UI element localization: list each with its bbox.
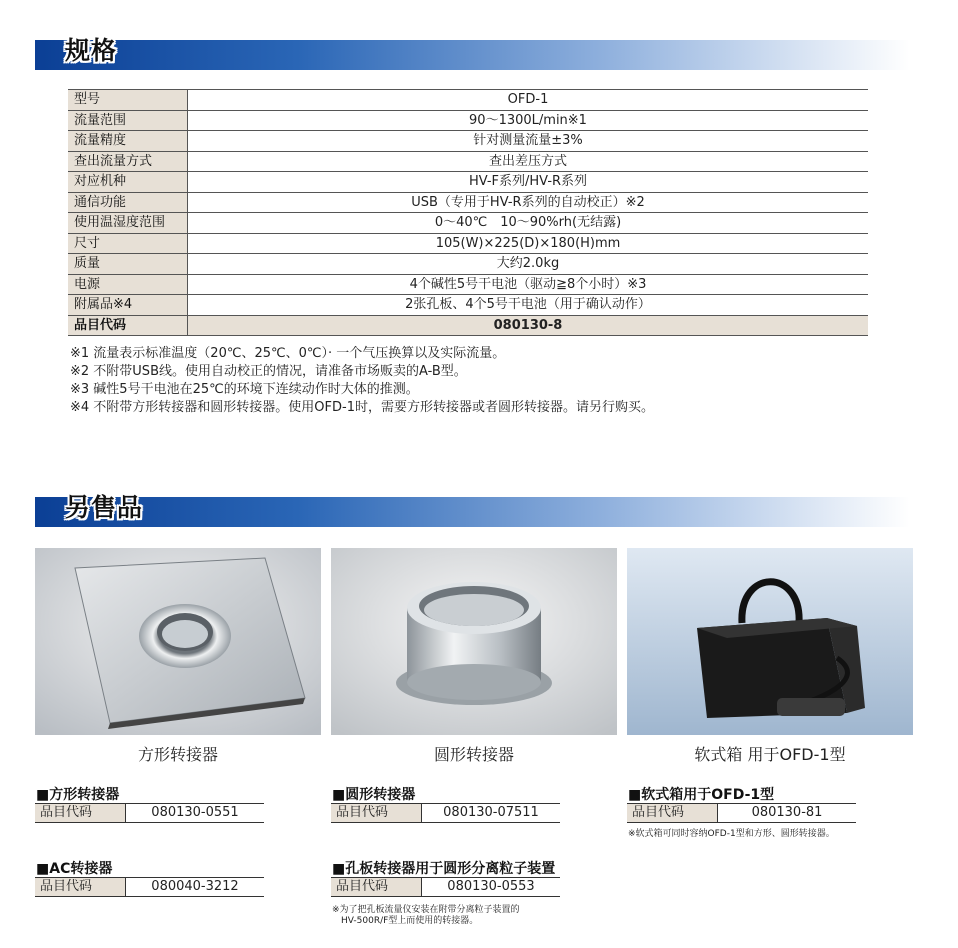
spec-label: 品目代码: [68, 315, 188, 336]
orifice-adapter-note: [332, 905, 520, 927]
round-adapter-photo: [331, 548, 617, 735]
orifice-adapter-title: ■孔板转接器用于圆形分离粒子装置: [332, 861, 556, 877]
spec-label: 对应机种: [68, 172, 188, 193]
code-label: 品目代码: [35, 804, 126, 823]
code-label: 品目代码: [331, 804, 422, 823]
spec-label: 附属品※4: [68, 295, 188, 316]
square-adapter-photo: [35, 548, 321, 735]
soft-case-title: ■软式箱用于OFD-1型: [628, 787, 775, 803]
spec-row: [68, 172, 868, 193]
spec-value: HV-F系列/HV-R系列: [188, 172, 869, 193]
soft-case-code-table: [627, 803, 856, 823]
code-label: 品目代码: [331, 878, 422, 897]
note-1: ※1 流量表示标准温度（20℃、25℃、0℃）· 一个气压换算以及实际流量。: [70, 346, 506, 361]
code-label: 品目代码: [35, 878, 126, 897]
code-value: 080040-3212: [126, 878, 265, 897]
code-value: 080130-07511: [422, 804, 561, 823]
code-value: 080130-81: [718, 804, 857, 823]
spec-row: [68, 110, 868, 131]
note-4: ※4 不附带方形转接器和圆形转接器。使用OFD-1时，需要方形转接器或者圆形转接器。请另行购买。: [70, 400, 654, 415]
spec-value: 0～40℃ 10～90%rh(无结露): [188, 213, 869, 234]
spec-value: 080130-8: [188, 315, 869, 336]
spec-value: 4个碱性5号干电池（驱动≧8个小时）※3: [188, 274, 869, 295]
spec-label: 查出流量方式: [68, 151, 188, 172]
orifice-note-line-1: ※为了把孔板流量仪安装在附带分离粒子装置的: [332, 905, 520, 915]
spec-value: 查出差压方式: [188, 151, 869, 172]
code-label: 品目代码: [627, 804, 718, 823]
spec-row: [68, 295, 868, 316]
soft-case-photo: [627, 548, 913, 735]
note-2: ※2 不附带USB线。使用自动校正的情况，请准备市场贩卖的A-B型。: [70, 364, 467, 379]
note-3: ※3 碱性5号干电池在25℃的环境下连续动作时大体的推测。: [70, 382, 419, 397]
code-value: 080130-0553: [422, 878, 561, 897]
spec-label: 流量范围: [68, 110, 188, 131]
spec-section-title: 规格: [65, 36, 118, 65]
spec-row: [68, 254, 868, 275]
spec-row: [68, 90, 868, 111]
spec-value: OFD-1: [188, 90, 869, 111]
spec-label: 使用温湿度范围: [68, 213, 188, 234]
spec-row: [68, 233, 868, 254]
square-adapter-caption: 方形转接器: [137, 745, 218, 764]
spec-row: [68, 151, 868, 172]
spec-section-bar: [35, 36, 910, 70]
spec-label: 通信功能: [68, 192, 188, 213]
accessories-section-title: 另售品: [65, 493, 144, 522]
square-adapter-title: ■方形转接器: [36, 787, 120, 803]
spec-label: 电源: [68, 274, 188, 295]
spec-notes: [70, 345, 654, 417]
spec-label: 尺寸: [68, 233, 188, 254]
soft-case-caption: 软式箱 用于OFD-1型: [694, 745, 846, 764]
spec-row: [68, 192, 868, 213]
spec-value: 2张孔板、4个5号干电池（用于确认动作）: [188, 295, 869, 316]
spec-label: 流量精度: [68, 131, 188, 152]
code-value: 080130-0551: [126, 804, 265, 823]
orifice-note-line-2: HV-500R/F型上而使用的转接器。: [341, 916, 479, 926]
spec-value: 针对测量流量±3%: [188, 131, 869, 152]
spec-row: [68, 213, 868, 234]
spec-value: 大约2.0kg: [188, 254, 869, 275]
accessories-section-bar: [35, 493, 910, 527]
square-adapter-code-table: [35, 803, 264, 823]
spec-row: [68, 131, 868, 152]
spec-value: USB（专用于HV-R系列的自动校正）※2: [188, 192, 869, 213]
round-adapter-code-table: [331, 803, 560, 823]
round-adapter-caption: 圆形转接器: [433, 745, 514, 764]
ac-adapter-title: ■AC转接器: [36, 861, 113, 877]
spec-value: 105(W)×225(D)×180(H)mm: [188, 233, 869, 254]
orifice-adapter-code-table: [331, 877, 560, 897]
round-adapter-title: ■圆形转接器: [332, 787, 416, 803]
spec-value: 90～1300L/min※1: [188, 110, 869, 131]
spec-label: 型号: [68, 90, 188, 111]
spec-label: 质量: [68, 254, 188, 275]
spec-table: [68, 89, 868, 336]
spec-row: [68, 274, 868, 295]
spec-row: [68, 315, 868, 336]
ac-adapter-code-table: [35, 877, 264, 897]
soft-case-note: ※软式箱可同时容纳OFD-1型和方形、圆形转接器。: [628, 829, 835, 839]
